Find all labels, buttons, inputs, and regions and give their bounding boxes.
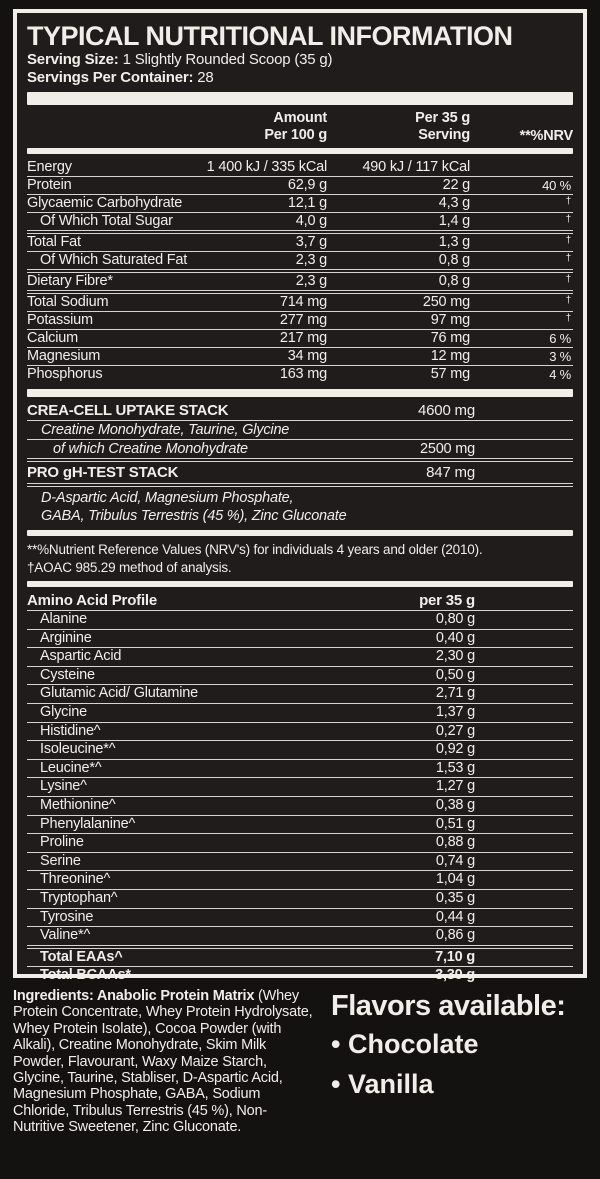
amount-per-35g: 4,3 g [438, 195, 470, 211]
amount-per-100g: 714 mg [279, 294, 327, 310]
amount-per-35g: 12 mg [430, 348, 470, 364]
nutrient-name: Total Sodium [27, 294, 109, 310]
ingredients-label: Ingredients: Anabolic Protein Matrix [13, 988, 255, 1004]
stack-ingredients-line1: D-Aspartic Acid, Magnesium Phosphate, [41, 490, 294, 506]
amino-row [27, 723, 573, 742]
serving-size-label: Serving Size: [27, 51, 119, 68]
table-row [27, 159, 573, 177]
amount-per-35g: 22 g [442, 177, 470, 193]
table-row [27, 366, 573, 383]
column-per-35g-serving: Per 35 g Serving [415, 110, 470, 143]
amino-row [27, 741, 573, 760]
amino-name: Tyrosine [40, 908, 94, 925]
nrv-value: 4 % [549, 367, 571, 382]
amino-value: 0,50 g [435, 666, 475, 683]
page-title: TYPICAL NUTRITIONAL INFORMATION [27, 21, 513, 51]
separator-bar [27, 92, 573, 105]
stack-sub-name: of which Creatine Monohydrate [53, 441, 248, 457]
amino-name: Glutamic Acid/ Glutamine [40, 685, 198, 702]
amino-name: Histidine^ [40, 722, 101, 739]
amino-name: Total BCAAs* [40, 967, 131, 984]
amino-title: Amino Acid Profile [27, 592, 158, 609]
amino-total-row [27, 967, 573, 985]
amino-value: 0,51 g [435, 815, 475, 832]
stack-sub-amount: 2500 mg [419, 441, 475, 457]
crea-cell-stack-row [27, 401, 573, 421]
stack-amount: 4600 mg [418, 402, 475, 419]
amount-per-35g: 1,3 g [438, 234, 470, 250]
bottom-section [13, 988, 587, 1136]
amino-value: 0,27 g [435, 722, 475, 739]
amount-per-100g: 217 mg [279, 330, 327, 346]
table-row [27, 312, 573, 330]
footnote-nrv: **%Nutrient Reference Values (NRV's) for individuals 4 years and older (2010). [27, 542, 483, 557]
footnote-aoac: †AOAC 985.29 method of analysis. [27, 560, 232, 575]
table-row [27, 330, 573, 348]
amino-name: Glycine [40, 703, 87, 720]
amino-name: Leucine*^ [40, 759, 102, 776]
separator-bar [27, 148, 573, 154]
table-row [27, 294, 573, 312]
amino-value: 1,04 g [435, 871, 475, 888]
amino-value: 2,71 g [435, 685, 475, 702]
amino-name: Tryptophan^ [40, 889, 118, 906]
nrv-value: † [565, 253, 571, 264]
amino-row [27, 704, 573, 723]
amount-per-100g: 62,9 g [287, 177, 327, 193]
amino-row [27, 816, 573, 835]
amino-value: 0,86 g [435, 927, 475, 944]
amino-row [27, 648, 573, 667]
table-column-headers [27, 110, 573, 146]
serving-size-value: 1 Slightly Rounded Scoop (35 g) [122, 51, 333, 68]
stack-name: PRO gH-TEST STACK [27, 464, 179, 481]
amino-name: Serine [40, 852, 81, 869]
amino-row [27, 890, 573, 909]
amino-row [27, 760, 573, 779]
amino-name: Valine*^ [40, 927, 91, 944]
nutrient-name: Phosphorus [27, 366, 103, 382]
amount-per-100g: 2,3 g [295, 273, 327, 289]
amino-row [27, 871, 573, 890]
amino-value: 0,40 g [435, 629, 475, 646]
table-row [27, 177, 573, 195]
amino-name: Aspartic Acid [40, 648, 122, 665]
stack-ingredients-line2: GABA, Tribulus Terrestris (45 %), Zinc Gluconate [41, 508, 347, 524]
stack-ingredients-row [27, 489, 573, 507]
amount-per-100g: 277 mg [279, 312, 327, 328]
nrv-value: † [565, 295, 571, 306]
amino-value: 1,27 g [435, 778, 475, 795]
nutrient-name: Magnesium [27, 348, 101, 364]
serving-size-line [27, 51, 573, 69]
flavors-block [315, 988, 587, 1136]
amount-per-35g: 250 mg [422, 294, 470, 310]
nutrient-name: Potassium [27, 312, 93, 328]
amino-row [27, 834, 573, 853]
ingredients-paragraph [13, 988, 315, 1136]
amount-per-35g: 97 mg [430, 312, 470, 328]
amount-per-35g: 0,8 g [438, 273, 470, 289]
table-row [27, 348, 573, 366]
nrv-value: † [565, 274, 571, 285]
nutrient-name: Dietary Fibre* [27, 273, 113, 289]
nrv-value: † [565, 313, 571, 324]
amount-per-35g: 0,8 g [438, 252, 470, 268]
stack-ingredients-row [27, 421, 573, 440]
stack-amount: 847 mg [426, 464, 475, 481]
amount-per-100g: 12,1 g [287, 195, 327, 211]
servings-value: 28 [197, 69, 214, 86]
nutrient-name: Calcium [27, 330, 78, 346]
separator-bar [27, 530, 573, 536]
servings-label: Servings Per Container: [27, 69, 194, 86]
amount-per-35g: 57 mg [430, 366, 470, 382]
flavor-item-chocolate: • Chocolate [331, 1026, 587, 1062]
amino-name: Cysteine [40, 666, 95, 683]
amino-value: 0,74 g [435, 852, 475, 869]
flavors-title: Flavors available: [331, 990, 566, 1022]
amount-per-100g: 1 400 kJ / 335 kCal [206, 159, 327, 175]
amino-name: Threonine^ [40, 871, 111, 888]
amino-value: 0,38 g [435, 796, 475, 813]
amino-row [27, 667, 573, 686]
amount-per-100g: 2,3 g [295, 252, 327, 268]
amino-total-row [27, 949, 573, 968]
nutrient-name: Energy [27, 159, 72, 175]
amount-per-100g: 4,0 g [295, 213, 327, 229]
nutrient-name: Glycaemic Carbohydrate [27, 195, 183, 211]
amino-value: 0,35 g [435, 889, 475, 906]
nrv-value: 40 % [542, 178, 571, 193]
nutrient-name: Protein [27, 177, 72, 193]
stack-ingredients-row [27, 507, 573, 525]
stack-ingredients: Creatine Monohydrate, Taurine, Glycine [41, 422, 290, 438]
amino-value: 7,10 g [435, 948, 475, 965]
table-row [27, 234, 573, 252]
amount-per-35g: 76 mg [430, 330, 470, 346]
amino-name: Arginine [40, 629, 92, 646]
nutrient-name: Of Which Total Sugar [40, 213, 173, 229]
amino-unit: per 35 g [419, 592, 475, 609]
amino-value: 2,30 g [435, 648, 475, 665]
amino-value: 3,30 g [435, 967, 475, 984]
amino-name: Methionine^ [40, 796, 116, 813]
amino-value: 1,37 g [435, 703, 475, 720]
table-row [27, 252, 573, 273]
separator-bar [27, 581, 573, 587]
amino-name: Proline [40, 834, 84, 851]
nrv-value: 3 % [549, 349, 571, 364]
servings-per-container-line [27, 69, 573, 87]
ingredients-list: (Whey Protein Concentrate, Whey Protein Hydrolysate, Whey Protein Isolate), Cocoa Powder (with Alkali), Creatine Monohydrate, Skim Milk Powder, Flavourant, Waxy Maize Starch, Glycine, Taurine, Stabliser, D-Aspartic Acid, Magnesium Phosphate, GABA, Sodium Chloride, Tribulus Terrestris (45 %), Non-Nutritive Sweetener, Zinc Gluconate. [13, 988, 313, 1136]
column-amount-per-100g: Amount Per 100 g [264, 110, 327, 143]
pro-gh-test-stack-row [27, 462, 573, 487]
amino-row [27, 927, 573, 949]
amino-name: Alanine [40, 611, 87, 627]
nutrient-name: Of Which Saturated Fat [40, 252, 188, 268]
amino-row [27, 630, 573, 649]
stack-sub-row [27, 440, 573, 462]
amino-row [27, 797, 573, 816]
nutrient-name: Total Fat [27, 234, 81, 250]
amino-name: Phenylalanine^ [40, 815, 136, 832]
nrv-value: † [565, 214, 571, 225]
amount-per-35g: 490 kJ / 117 kCal [362, 159, 470, 175]
nrv-value: 6 % [549, 331, 571, 346]
amino-name: Total EAAs^ [40, 948, 123, 965]
amino-name: Isoleucine*^ [40, 741, 116, 758]
amino-value: 0,92 g [435, 741, 475, 758]
amino-value: 1,53 g [435, 759, 475, 776]
amino-row [27, 853, 573, 872]
table-row [27, 213, 573, 234]
stack-name: CREA-CELL UPTAKE STACK [27, 402, 229, 419]
amino-acid-profile-header [27, 592, 573, 611]
label-panel [13, 9, 587, 984]
amount-per-35g: 1,4 g [438, 213, 470, 229]
amino-value: 0,80 g [435, 611, 475, 627]
separator-bar [27, 389, 573, 397]
amino-value: 0,88 g [435, 834, 475, 851]
amount-per-100g: 34 mg [287, 348, 327, 364]
nrv-value: † [565, 235, 571, 246]
column-nrv: **%NRV [519, 128, 573, 144]
amino-row [27, 685, 573, 704]
amino-row [27, 611, 573, 630]
table-row [27, 195, 573, 213]
amino-row [27, 778, 573, 797]
flavor-item-vanilla: • Vanilla [331, 1066, 587, 1102]
nrv-value: † [565, 196, 571, 207]
table-row [27, 273, 573, 294]
amount-per-100g: 163 mg [279, 366, 327, 382]
amount-per-100g: 3,7 g [295, 234, 327, 250]
amino-value: 0,44 g [435, 908, 475, 925]
amino-name: Lysine^ [40, 778, 87, 795]
amino-row [27, 909, 573, 928]
